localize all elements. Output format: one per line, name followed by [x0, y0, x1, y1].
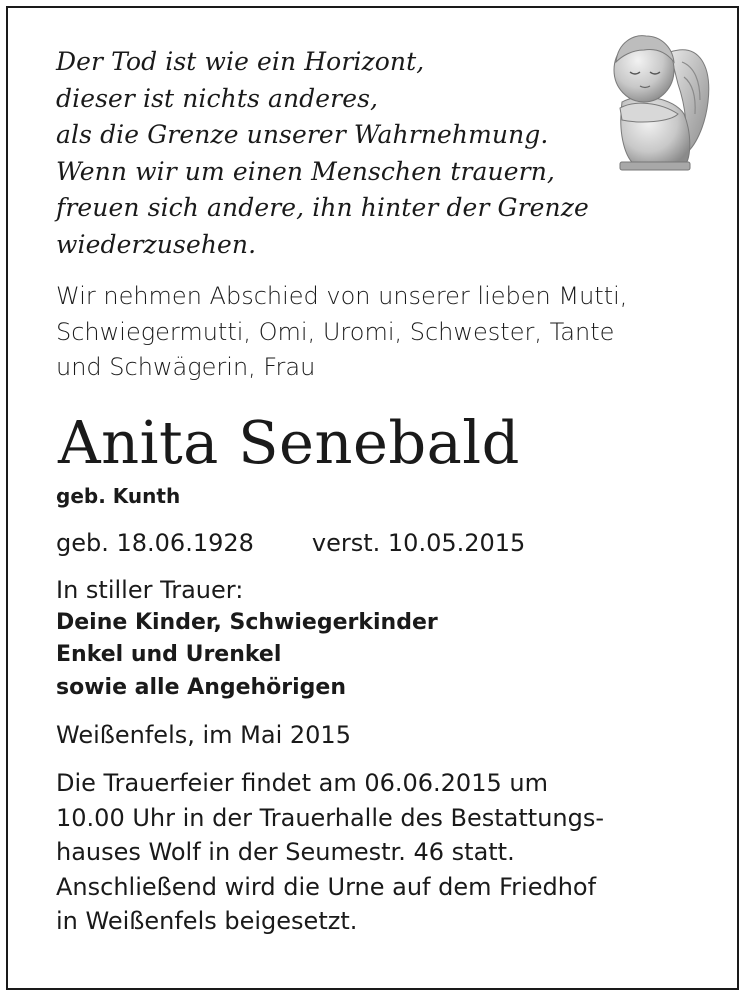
maiden-name: geb. Kunth	[56, 483, 181, 508]
ceremony-line: 10.00 Uhr in der Trauerhalle des Bestattungs-	[56, 803, 605, 832]
intro-line: und Schwägerin, Frau	[56, 353, 316, 381]
ceremony-line: Anschließend wird die Urne auf dem Friedhof	[56, 872, 597, 901]
poem	[56, 44, 696, 263]
poem-line: als die Grenze unserer Wahrnehmung.	[56, 120, 549, 149]
poem-line: Der Tod ist wie ein Horizont,	[56, 47, 425, 76]
ceremony-info	[56, 766, 696, 939]
farewell-intro	[56, 279, 696, 386]
poem-line: dieser ist nichts anderes,	[56, 83, 379, 113]
intro-line: Schwiegermutti, Omi, Uromi, Schwester, Tante	[56, 317, 615, 346]
life-dates	[56, 526, 696, 560]
poem-line: freuen sich andere, ihn hinter der Grenze	[56, 193, 589, 222]
intro-line: Wir nehmen Abschied von unserer lieben Mutti,	[56, 282, 628, 310]
ceremony-line: hauses Wolf in der Seumestr. 46 statt.	[56, 838, 515, 866]
place-date: Weißenfels, im Mai 2015	[56, 721, 351, 749]
mourner-line: sowie alle Angehörigen	[56, 674, 347, 700]
mourner-line: Deine Kinder, Schwiegerkinder	[56, 609, 438, 635]
poem-line: wiederzusehen.	[56, 229, 257, 259]
mourners-label: In stiller Trauer:	[56, 575, 244, 604]
poem-line: Wenn wir um einen Menschen trauern,	[56, 156, 555, 186]
ceremony-line: in Weißenfels beigesetzt.	[56, 907, 358, 935]
birth-date: geb. 18.06.1928	[56, 528, 254, 557]
mourner-line: Enkel und Urenkel	[56, 642, 282, 667]
ceremony-line: Die Trauerfeier findet am 06.06.2015 um	[56, 769, 548, 797]
mourners-list	[56, 607, 696, 705]
deceased-name: Anita Senebald	[58, 407, 520, 477]
notice-content	[56, 44, 696, 939]
death-date: verst. 10.05.2015	[311, 528, 526, 557]
